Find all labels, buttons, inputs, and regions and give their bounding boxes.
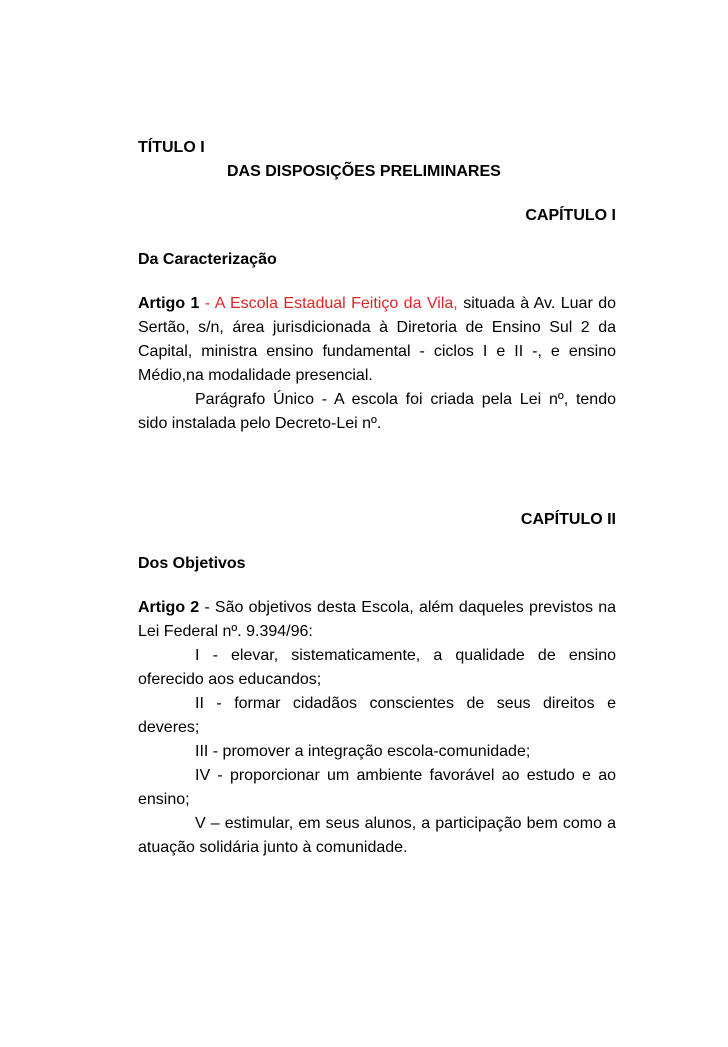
- chapter-2-heading: CAPÍTULO II: [520, 511, 616, 528]
- artigo-1-school-name: A Escola Estadual Feitiço da Vila,: [214, 295, 458, 312]
- paragrafo-unico: Parágrafo Único - A escola foi criada pela Lei nº, tendo sido instalada pelo Decreto-Lei nº.: [138, 391, 616, 432]
- chapter-1-heading: CAPÍTULO I: [525, 207, 616, 224]
- titulo-heading: TÍTULO I: [138, 139, 205, 156]
- chapter-1-section-title: Da Caracterização: [138, 251, 277, 268]
- objetivo-item-4: IV - proporcionar um ambiente favorável ao estudo e ao ensino;: [138, 767, 616, 808]
- objetivo-item-1: I - elevar, sistematicamente, a qualidade de ensino oferecido aos educandos;: [138, 647, 616, 688]
- artigo-1-paragraph: [138, 292, 616, 388]
- artigo-1-label: Artigo 1: [138, 295, 200, 312]
- artigo-1-dash: -: [199, 295, 215, 312]
- artigo-2-text: - São objetivos desta Escola, além daqueles previstos na Lei Federal nº. 9.394/96:: [138, 599, 616, 640]
- artigo-2-paragraph: [138, 596, 616, 644]
- chapter-2-section-title: Dos Objetivos: [138, 555, 246, 572]
- titulo-subtitle: DAS DISPOSIÇÕES PRELIMINARES: [227, 163, 501, 180]
- objetivo-item-5: V – estimular, em seus alunos, a participação bem como a atuação solidária junto à comunidade.: [138, 815, 616, 856]
- objetivo-item-3: III - promover a integração escola-comunidade;: [195, 743, 531, 760]
- document-page: [138, 136, 616, 860]
- objetivo-item-2: II - formar cidadãos conscientes de seus direitos e deveres;: [138, 695, 616, 736]
- artigo-1-text: situada à Av. Luar do Sertão, s/n, área jurisdicionada à Diretoria de Ensino Sul 2 da Capital, ministra ensino fundamental - ciclos I e II -, e ensino Médio,na modalidade presencial.: [138, 295, 617, 384]
- artigo-2-label: Artigo 2: [138, 599, 200, 616]
